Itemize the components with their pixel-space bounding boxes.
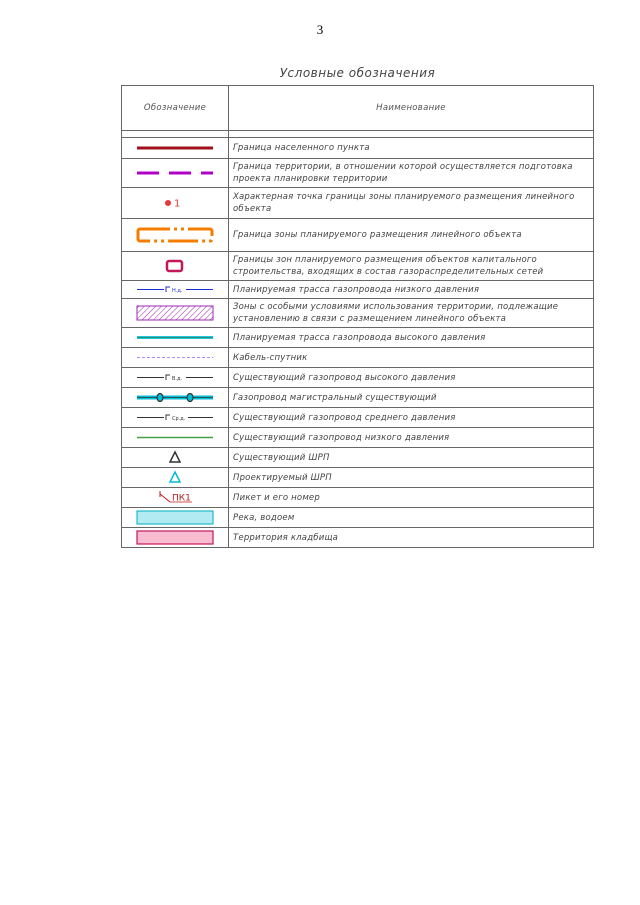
- territory-boundary-icon: [122, 159, 229, 188]
- legend-row: [122, 159, 594, 188]
- existing-low-pressure-gas-icon: [122, 428, 229, 448]
- gas-label-low: Н.д.: [172, 288, 183, 294]
- legend-row-name: Пикет и его номер: [229, 488, 594, 508]
- legend-row: [122, 188, 594, 219]
- legend-row-name: Граница зоны планируемого размещения линейного объекта: [229, 219, 594, 252]
- legend-row-name: Существующий газопровод низкого давления: [229, 428, 594, 448]
- header-name: Наименование: [229, 86, 594, 131]
- legend-row-name: Существующий газопровод высокого давления: [229, 368, 594, 388]
- legend-row-name: Характерная точка границы зоны планируемого размещения линейного объекта: [229, 188, 594, 219]
- legend-row: [122, 388, 594, 408]
- legend-row: [122, 528, 594, 548]
- legend-row-name: Зоны с особыми условиями использования территории, подлежащие установлению в связи с размещением линейного объекта: [229, 299, 594, 328]
- legend-row: [122, 219, 594, 252]
- legend-table: [121, 85, 594, 548]
- legend-row: [122, 348, 594, 368]
- gas-label-high: В.д.: [172, 376, 183, 382]
- projected-shrp-triangle-icon: [122, 468, 229, 488]
- legend-row: [122, 448, 594, 468]
- legend-row: [122, 508, 594, 528]
- planned-high-pressure-gas-icon: [122, 328, 229, 348]
- existing-high-pressure-gas-icon: [122, 368, 229, 388]
- capital-zones-boundary-icon: [122, 252, 229, 281]
- legend-row: [122, 138, 594, 159]
- page-number: 3: [316, 22, 324, 37]
- legend-row-name: Границы зон планируемого размещения объектов капитального строительства, входящих в состав газораспределительных сетей: [229, 252, 594, 281]
- legend-row: [122, 328, 594, 348]
- legend-row: [122, 428, 594, 448]
- legend-row: [122, 252, 594, 281]
- planned-low-pressure-gas-icon: [122, 281, 229, 299]
- legend-row: [122, 408, 594, 428]
- legend-row-name: Река, водоем: [229, 508, 594, 528]
- legend-header-row: [122, 86, 594, 131]
- planned-zone-boundary-icon: [122, 219, 229, 252]
- header-symbol: Обозначение: [122, 86, 229, 131]
- legend-row-name: Граница территории, в отношении которой осуществляется подготовка проекта планировки территории: [229, 159, 594, 188]
- legend-row-name: Планируемая трасса газопровода низкого давления: [229, 281, 594, 299]
- legend-row-name: Кабель-спутник: [229, 348, 594, 368]
- legend-row-name: Территория кладбища: [229, 528, 594, 548]
- existing-shrp-triangle-icon: [122, 448, 229, 468]
- legend-row-name: Газопровод магистральный существующий: [229, 388, 594, 408]
- legend-row: [122, 281, 594, 299]
- legend-row-name: Граница населенного пункта: [229, 138, 594, 159]
- legend-title: Условные обозначения: [279, 66, 436, 80]
- satellite-cable-icon: [122, 348, 229, 368]
- legend-row: [122, 299, 594, 328]
- settlement-boundary-icon: [122, 138, 229, 159]
- picket-label: ПК1: [172, 493, 191, 504]
- legend-row-name: Существующий ШРП: [229, 448, 594, 468]
- cemetery-fill-icon: [122, 528, 229, 548]
- legend-row: [122, 368, 594, 388]
- existing-medium-pressure-gas-icon: [122, 408, 229, 428]
- river-fill-icon: [122, 508, 229, 528]
- characteristic-point-label: 1: [174, 198, 181, 210]
- picket-marker-icon: [122, 488, 229, 508]
- characteristic-point-icon: [122, 188, 229, 219]
- special-use-zone-icon: [122, 299, 229, 328]
- legend-row-name: Существующий газопровод среднего давления: [229, 408, 594, 428]
- legend-row-name: Проектируемый ШРП: [229, 468, 594, 488]
- legend-row: [122, 468, 594, 488]
- gas-label-medium: Ср.д.: [172, 416, 186, 422]
- main-gas-pipeline-icon: [122, 388, 229, 408]
- legend-row: [122, 488, 594, 508]
- legend-row-name: Планируемая трасса газопровода высокого давления: [229, 328, 594, 348]
- spacer-row: [122, 131, 594, 138]
